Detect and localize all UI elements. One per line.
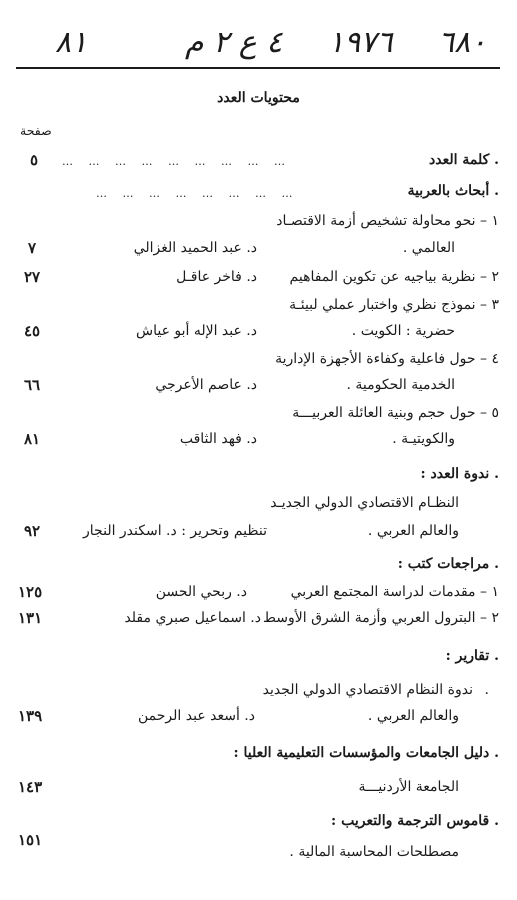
symposium-title: النظـام الاقتصادي الدولي الجديـد [270,495,459,511]
research-item-3-title-cont: حضرية : الكويت . [351,323,455,339]
review-item-2-title: ٢ – البترول العربي وأزمة الشرق الأوسط [262,610,499,626]
page-number: ١٥١ [18,831,43,849]
symposium-title-cont: والعالم العربي . [367,523,459,539]
research-item-3-title: ٣ – نموذج نظري واختبار عملي لبيئـة [289,297,499,313]
report-title: ندوة النظام الاقتصادي الدولي الجديد [262,682,473,698]
guide-item: الجامعة الأردنيـــة [358,779,459,795]
handwritten-year: ١٩٧٦ [328,25,393,60]
handwritten-left-number: ٨١ [55,25,88,60]
section-reports: . تقارير : [445,648,499,664]
research-item-5-title-cont: والكويتيـة . [392,431,455,447]
page-number: ٩٢ [24,522,41,540]
section-editorial: . كلمة العدد [428,152,499,168]
research-item-1-author: د. عبد الحميد الغزالي [133,240,257,256]
section-symposium: . ندوة العدد : [420,466,499,482]
page-number: ١٤٣ [18,778,43,796]
page-number: ١٣٩ [18,707,43,725]
handwritten-volume-code: ٤ ع ٢ م [185,25,283,60]
dictionary-item: مصطلحات المحاسبة المالية . [289,844,459,860]
research-item-1-title-cont: العالمي . [402,240,455,256]
research-item-2-author: د. فاخر عاقـل [176,269,257,285]
page-number: ٨١ [24,430,41,448]
research-item-5-author: د. فهد الثاقب [179,431,257,447]
page-number: ٥ [30,151,39,169]
research-item-4-author: د. عاصم الأعرجي [155,377,257,393]
research-item-5-title: ٥ – حول حجم وبنية العائلة العربيـــة [292,405,499,421]
page-number: ٦٦ [24,376,41,394]
review-item-2-author: د. اسماعيل صبري مقلد [124,610,261,626]
leader-dots: … … … … … … … … … [62,155,291,168]
research-item-4-title: ٤ – حول فاعلية وكفاءة الأجهزة الإدارية [275,351,499,367]
report-title-cont: والعالم العربي . [367,708,459,724]
header-rule [16,67,500,69]
section-university-guide: . دليل الجامعات والمؤسسات التعليمية العليا : [233,745,499,761]
review-item-1-author: د. ربحي الحسن [155,584,247,600]
report-bullet: . [484,682,489,698]
review-item-1-title: ١ – مقدمات لدراسة المجتمع العربي [290,584,499,600]
section-book-reviews: . مراجعات كتب : [397,556,499,572]
research-item-3-author: د. عبد الإله أبو عياش [135,323,257,339]
page-number: ٧ [28,239,37,257]
page-number: ٤٥ [24,322,41,340]
page-number: ٢٧ [24,268,41,286]
section-research: . أبحاث بالعربية [407,183,499,199]
leader-dots: … … … … … … … … [96,187,299,200]
report-author: د. أسعد عبد الرحمن [138,708,255,724]
research-item-1-title: ١ – نحو محاولة تشخيص أزمة الاقتصـاد [276,213,499,229]
research-item-4-title-cont: الخدمية الحكومية . [346,377,455,393]
page-title: محتويات العدد [217,90,300,106]
page-number: ١٣١ [18,609,43,627]
section-dictionary: . قاموس الترجمة والتعريب : [331,813,499,829]
page-column-label: صفحة [20,123,52,138]
handwritten-catalog-number: ٦٨٠ [438,25,487,60]
page-number: ١٢٥ [18,583,43,601]
research-item-2-title: ٢ – نظرية بياجيه عن تكوين المفاهيم [289,269,499,285]
symposium-editor: تنظيم وتحرير : د. اسكندر النجار [83,523,267,539]
